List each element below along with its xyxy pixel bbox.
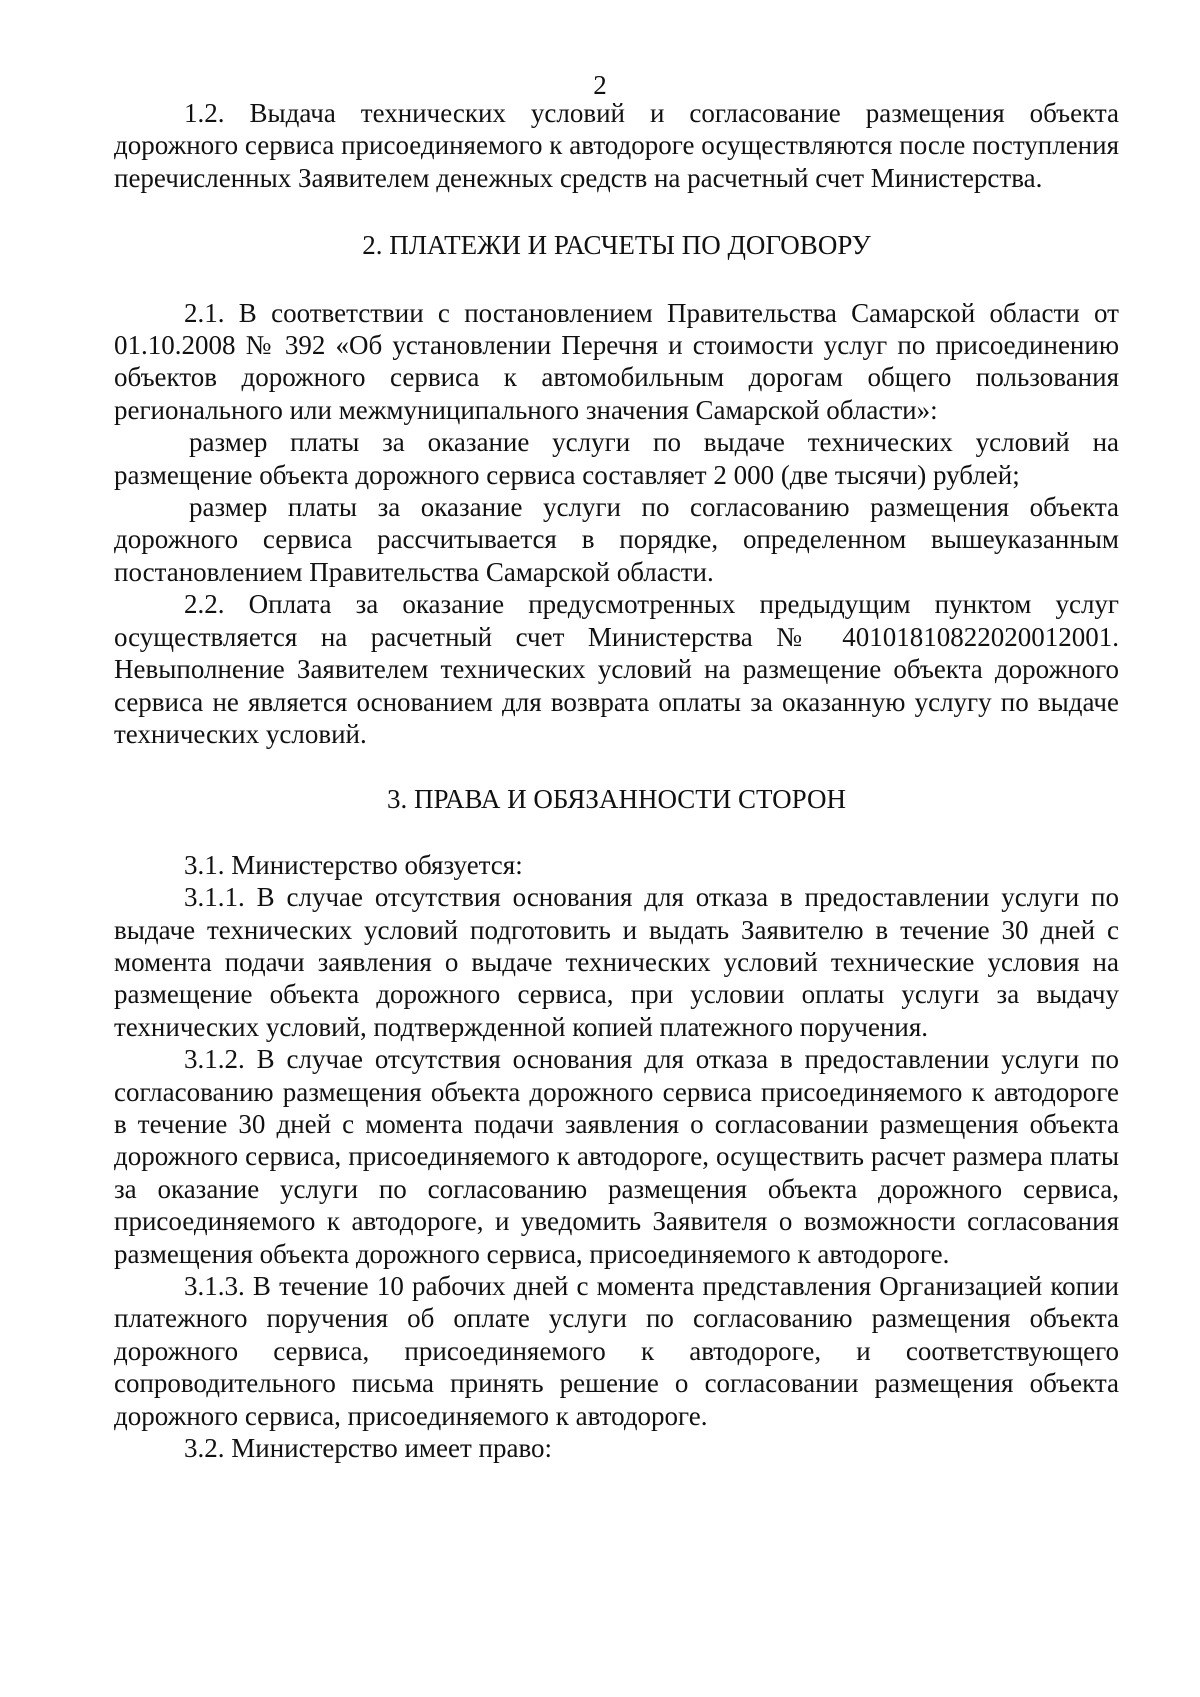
paragraph-3-1-2: 3.1.2. В случае отсутствия основания для отказа в предоставлении услуги по согласованию размещения объекта дорожного сервиса присоединяемого к автодороге в течение 30 дней с момента подачи заявления о согласовании размещения объекта дорожного сервиса, присоединяемого к автодороге, осуществить расчет размера платы за оказание услуги по согласованию размещения объекта дорожного сервиса, присоединяемого к автодороге, и уведомить Заявителя о возможности согласования размещения объекта дорожного сервиса, присоединяемого к автодороге. [114, 1044, 1119, 1269]
paragraph-2-2: 2.2. Оплата за оказание предусмотренных предыдущим пунктом услуг осуществляется на расчетный счет Министерства № 40101810822020012001. Невыполнение Заявителем технических условий на размещение объекта дорожного сервиса не является основанием для возврата оплаты за оказанную услугу по выдаче технических условий. [114, 589, 1119, 749]
section-3-title: 3. ПРАВА И ОБЯЗАННОСТИ СТОРОН [386, 784, 847, 815]
paragraph-2-1-fee-technical-conditions: размер платы за оказание услуги по выдаче технических условий на размещение объекта дорожного сервиса составляет 2 000 (две тысячи) рублей; [114, 427, 1119, 490]
paragraph-3-1-3: 3.1.3. В течение 10 рабочих дней с момента представления Организацией копии платежного поручения об оплате услуги по согласованию размещения объекта дорожного сервиса, присоединяемого к автодороге, и соответствующего сопроводительного письма принять решение о согласовании размещения объекта дорожного сервиса, присоединяемого к автодороге. [114, 1271, 1119, 1431]
paragraph-3-2: 3.2. Министерство имеет право: [184, 1433, 553, 1464]
paragraph-1-2: 1.2. Выдача технических условий и согласование размещения объекта дорожного сервиса присоединяемого к автодороге осуществляются после поступления перечисленных Заявителем денежных средств на расчетный счет Министерства. [114, 98, 1119, 193]
document-body [114, 97, 1119, 1464]
paragraph-2-1-fee-approval: размер платы за оказание услуги по согласованию размещения объекта дорожного сервиса рассчитывается в порядке, определенном вышеуказанным постановлением Правительства Самарской области. [114, 492, 1119, 587]
page-number: 2 [593, 70, 607, 100]
paragraph-3-1-1: 3.1.1. В случае отсутствия основания для отказа в предоставлении услуги по выдаче технических условий подготовить и выдать Заявителю в течение 30 дней с момента подачи заявления о выдаче технических условий технические условия на размещение объекта дорожного сервиса, при условии оплаты услуги за выдачу технических условий, подтвержденной копией платежного поручения. [114, 882, 1119, 1042]
paragraph-2-1: 2.1. В соответствии с постановлением Правительства Самарской области от 01.10.2008 № 392 «Об установлении Перечня и стоимости услуг по присоединению объектов дорожного сервиса к автомобильным дорогам общего пользования регионального или межмуниципального значения Самарской области»: [114, 297, 1119, 425]
section-2-title: 2. ПЛАТЕЖИ И РАСЧЕТЫ ПО ДОГОВОРУ [362, 230, 871, 261]
paragraph-3-1: 3.1. Министерство обязуется: [184, 849, 523, 880]
